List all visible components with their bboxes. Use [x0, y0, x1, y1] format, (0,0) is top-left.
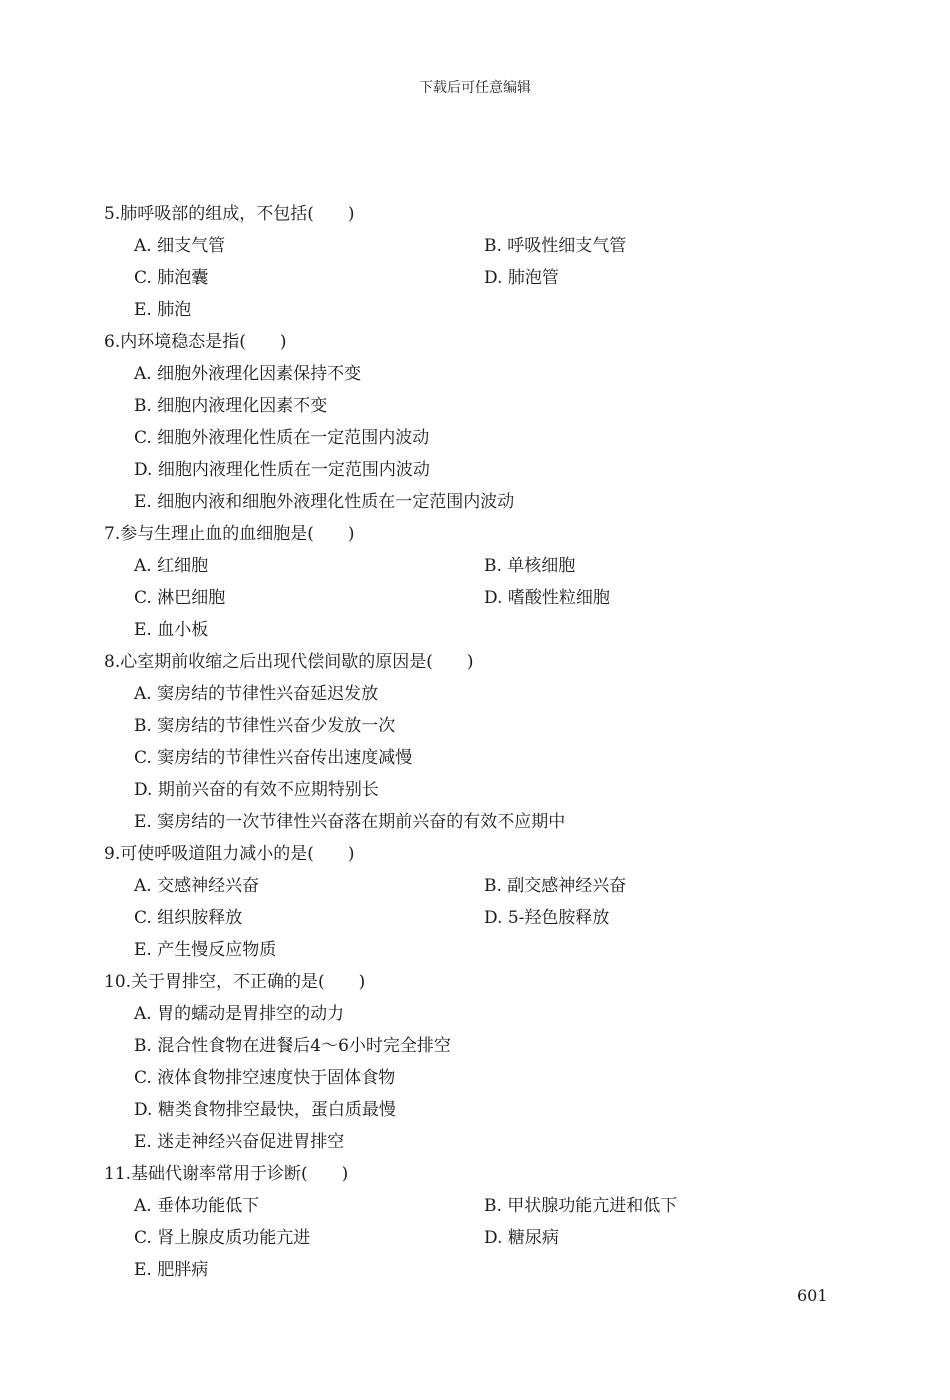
- question-list: [0, 198, 950, 1286]
- option-d: D. 肺泡管: [484, 268, 559, 288]
- option-row: [0, 774, 950, 806]
- option-row: [0, 486, 950, 518]
- question-stem: 10.关于胃排空，不正确的是( ): [104, 972, 366, 992]
- option-row: [0, 230, 950, 262]
- option-c: C. 淋巴细胞: [134, 588, 226, 608]
- option-d: D. 细胞内液理化性质在一定范围内波动: [134, 460, 430, 480]
- question-stem: 11.基础代谢率常用于诊断( ): [104, 1164, 349, 1184]
- option-d: D. 糖类食物排空最快，蛋白质最慢: [134, 1100, 396, 1120]
- option-d: D. 嗜酸性粒细胞: [484, 588, 610, 608]
- option-b: B. 呼吸性细支气管: [484, 236, 627, 256]
- question-10: [0, 966, 950, 1158]
- question-9: [0, 838, 950, 966]
- option-row: [0, 934, 950, 966]
- option-c: C. 窦房结的节律性兴奋传出速度减慢: [134, 748, 413, 768]
- option-a: A. 窦房结的节律性兴奋延迟发放: [134, 684, 379, 704]
- option-a: A. 细胞外液理化因素保持不变: [134, 364, 362, 384]
- option-row: [0, 1222, 950, 1254]
- option-b: B. 窦房结的节律性兴奋少发放一次: [134, 716, 396, 736]
- question-8: [0, 646, 950, 838]
- option-d: D. 5-羟色胺释放: [484, 908, 610, 928]
- question-stem: 9.可使呼吸道阻力减小的是( ): [104, 844, 355, 864]
- option-a: A. 交感神经兴奋: [134, 876, 260, 896]
- option-d: D. 期前兴奋的有效不应期特别长: [134, 780, 379, 800]
- question-stem: 7.参与生理止血的血细胞是( ): [104, 524, 355, 544]
- page-header: 下载后可任意编辑: [419, 80, 531, 96]
- option-row: [0, 294, 950, 326]
- option-row: [0, 550, 950, 582]
- option-row: [0, 358, 950, 390]
- option-c: C. 液体食物排空速度快于固体食物: [134, 1068, 396, 1088]
- question-stem: 5.肺呼吸部的组成，不包括( ): [104, 204, 355, 224]
- option-a: A. 垂体功能低下: [134, 1196, 260, 1216]
- option-row: [0, 262, 950, 294]
- option-row: [0, 1062, 950, 1094]
- option-e: E. 迷走神经兴奋促进胃排空: [134, 1132, 345, 1152]
- option-row: [0, 1254, 950, 1286]
- option-a: A. 细支气管: [134, 236, 226, 256]
- option-row: [0, 422, 950, 454]
- option-a: A. 红细胞: [134, 556, 209, 576]
- option-d: D. 糖尿病: [484, 1228, 559, 1248]
- option-a: A. 胃的蠕动是胃排空的动力: [134, 1004, 345, 1024]
- option-row: [0, 582, 950, 614]
- option-row: [0, 902, 950, 934]
- option-b: B. 副交感神经兴奋: [484, 876, 627, 896]
- option-row: [0, 806, 950, 838]
- question-6: [0, 326, 950, 518]
- option-b: B. 细胞内液理化因素不变: [134, 396, 328, 416]
- option-row: [0, 678, 950, 710]
- question-7: [0, 518, 950, 646]
- option-row: [0, 1094, 950, 1126]
- option-e: E. 细胞内液和细胞外液理化性质在一定范围内波动: [134, 492, 515, 512]
- option-row: [0, 1030, 950, 1062]
- question-11: [0, 1158, 950, 1286]
- option-row: [0, 454, 950, 486]
- option-b: B. 混合性食物在进餐后4～6小时完全排空: [134, 1036, 451, 1056]
- option-b: B. 甲状腺功能亢进和低下: [484, 1196, 678, 1216]
- option-e: E. 产生慢反应物质: [134, 940, 277, 960]
- option-row: [0, 710, 950, 742]
- option-e: E. 肺泡: [134, 300, 192, 320]
- option-row: [0, 870, 950, 902]
- question-stem: 8.心室期前收缩之后出现代偿间歇的原因是( ): [104, 652, 474, 672]
- option-row: [0, 742, 950, 774]
- option-c: C. 组织胺释放: [134, 908, 243, 928]
- option-c: C. 细胞外液理化性质在一定范围内波动: [134, 428, 430, 448]
- option-c: C. 肾上腺皮质功能亢进: [134, 1228, 311, 1248]
- page-number: 601: [797, 1286, 828, 1305]
- option-e: E. 肥胖病: [134, 1260, 209, 1280]
- option-b: B. 单核细胞: [484, 556, 576, 576]
- option-row: [0, 390, 950, 422]
- question-5: [0, 198, 950, 326]
- option-c: C. 肺泡囊: [134, 268, 209, 288]
- option-e: E. 血小板: [134, 620, 209, 640]
- option-row: [0, 998, 950, 1030]
- question-stem: 6.内环境稳态是指( ): [104, 332, 287, 352]
- option-row: [0, 614, 950, 646]
- option-row: [0, 1126, 950, 1158]
- option-e: E. 窦房结的一次节律性兴奋落在期前兴奋的有效不应期中: [134, 812, 566, 832]
- option-row: [0, 1190, 950, 1222]
